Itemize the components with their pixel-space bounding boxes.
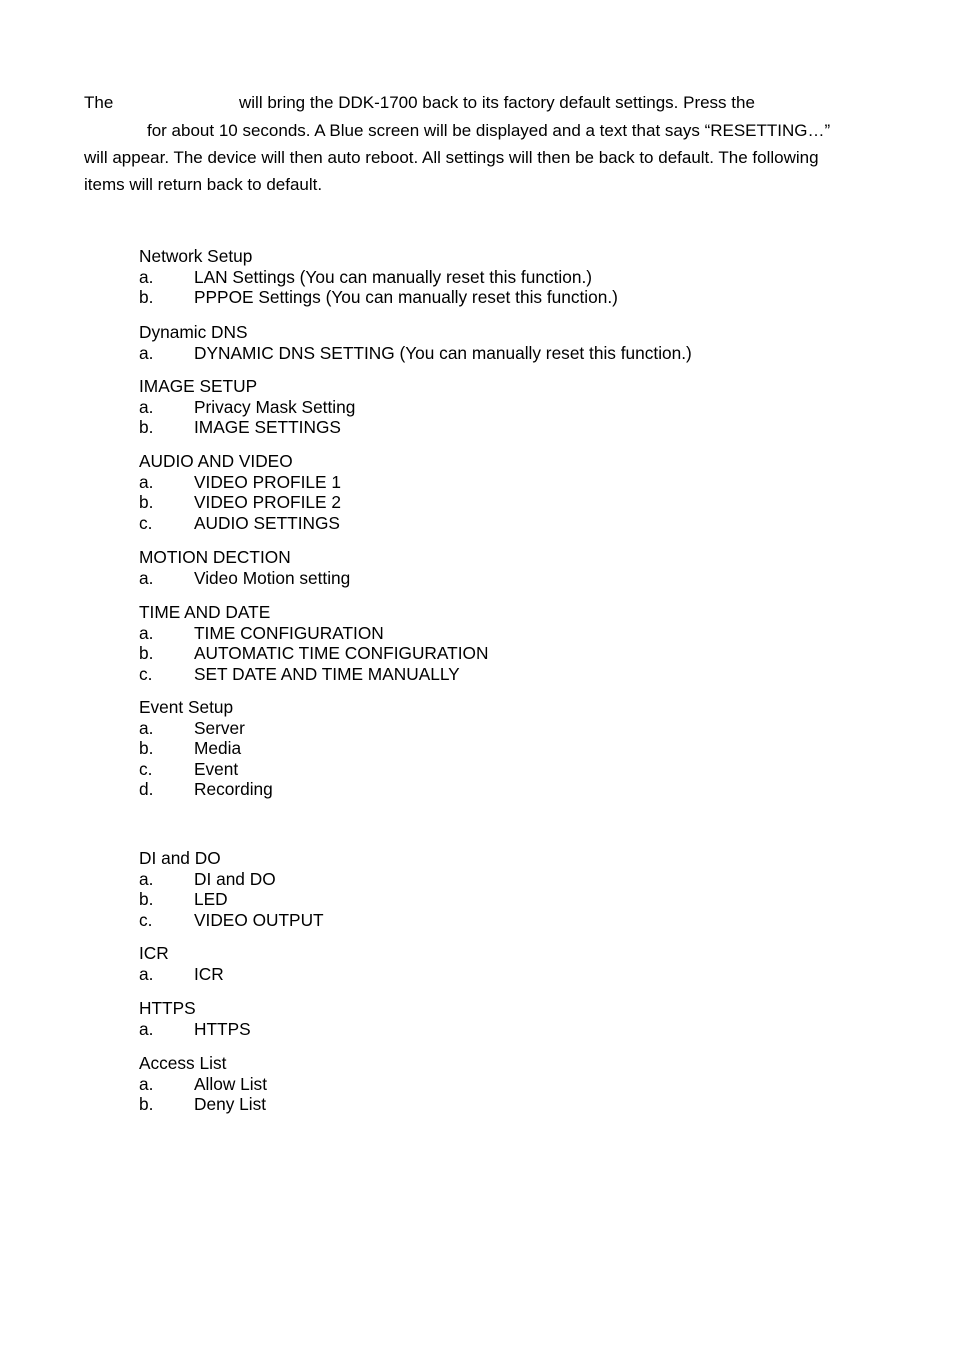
item-text: VIDEO PROFILE 2 — [194, 492, 341, 513]
list-item — [139, 1073, 267, 1095]
item-text: IMAGE SETTINGS — [194, 417, 341, 438]
item-text: Server — [194, 717, 245, 738]
item-text: ICR — [194, 963, 224, 984]
item-letter: c. — [139, 909, 153, 930]
section-motion-dection — [139, 547, 351, 588]
item-text: DI and DO — [194, 868, 276, 889]
item-letter: b. — [139, 643, 154, 664]
section-title: Access List — [139, 1053, 227, 1073]
list-item — [139, 1094, 267, 1115]
list-item — [139, 758, 239, 780]
item-letter: a. — [139, 622, 154, 643]
item-letter: a. — [139, 868, 154, 889]
item-letter: a. — [139, 1018, 154, 1039]
item-letter: a. — [139, 963, 154, 984]
item-text: Media — [194, 738, 242, 759]
item-letter: a. — [139, 471, 154, 492]
item-letter: a. — [139, 342, 154, 363]
section-time-and-date — [139, 602, 489, 684]
intro-line-3: will appear. The device will then auto reboot. All settings will then be back to default. The following — [84, 148, 819, 167]
intro-line-2: for about 10 seconds. A Blue screen will be displayed and a text that says “RESETTING…” — [147, 121, 831, 140]
list-item — [139, 779, 273, 800]
intro-line-1-end: will bring the DDK-1700 back to its factory default settings. Press the — [239, 93, 755, 112]
item-letter: b. — [139, 492, 154, 513]
section-image-setup — [139, 376, 356, 438]
section-title: TIME AND DATE — [139, 602, 271, 622]
list-item — [139, 567, 351, 589]
list-item — [139, 512, 340, 534]
list-item — [139, 717, 245, 739]
item-letter: c. — [139, 663, 153, 684]
item-text: LED — [194, 889, 228, 910]
section-dynamic-dns — [139, 322, 692, 363]
section-title: ICR — [139, 943, 169, 963]
section-title: Event Setup — [139, 697, 234, 717]
item-text: DYNAMIC DNS SETTING (You can manually reset this function.) — [194, 342, 692, 363]
item-letter: a. — [139, 396, 154, 417]
item-text: Video Motion setting — [194, 567, 351, 588]
section-access-list — [139, 1053, 267, 1115]
item-text: TIME CONFIGURATION — [194, 622, 384, 643]
item-letter: b. — [139, 287, 154, 308]
section-title: DI and DO — [139, 848, 221, 868]
section-event-setup — [139, 697, 273, 800]
item-letter: a. — [139, 1073, 154, 1094]
list-item — [139, 287, 618, 308]
list-item — [139, 963, 224, 985]
list-item — [139, 868, 276, 890]
section-audio-and-video — [139, 451, 341, 533]
item-text: AUDIO SETTINGS — [194, 512, 340, 533]
list-item — [139, 889, 228, 910]
item-text: Allow List — [194, 1073, 267, 1094]
item-text: PPPOE Settings (You can manually reset this function.) — [194, 287, 618, 308]
intro-line-4: items will return back to default. — [84, 175, 323, 194]
item-letter: b. — [139, 889, 154, 910]
list-item — [139, 471, 341, 493]
item-text: Recording — [194, 779, 273, 800]
list-item — [139, 417, 341, 438]
section-https — [139, 998, 251, 1039]
list-item — [139, 342, 692, 364]
intro-line-1-start: The — [84, 93, 114, 112]
section-network-setup — [139, 246, 618, 308]
section-title: HTTPS — [139, 998, 196, 1018]
item-letter: b. — [139, 417, 154, 438]
item-text: Event — [194, 758, 239, 779]
section-title: IMAGE SETUP — [139, 376, 258, 396]
item-letter: d. — [139, 779, 154, 800]
list-item — [139, 396, 356, 418]
section-icr — [139, 943, 224, 984]
list-item — [139, 909, 324, 931]
item-letter: b. — [139, 1094, 154, 1115]
item-letter: a. — [139, 717, 154, 738]
item-text: AUTOMATIC TIME CONFIGURATION — [194, 643, 489, 664]
section-title: Network Setup — [139, 246, 253, 266]
item-letter: c. — [139, 758, 153, 779]
item-text: SET DATE AND TIME MANUALLY — [194, 663, 460, 684]
list-item — [139, 663, 460, 685]
item-text: Privacy Mask Setting — [194, 396, 356, 417]
list-item — [139, 492, 341, 513]
item-text: HTTPS — [194, 1018, 251, 1039]
list-item — [139, 643, 489, 664]
section-title: MOTION DECTION — [139, 547, 291, 567]
item-text: Deny List — [194, 1094, 267, 1115]
item-letter: b. — [139, 738, 154, 759]
list-item — [139, 738, 242, 759]
item-letter: a. — [139, 266, 154, 287]
list-item — [139, 266, 592, 288]
list-item — [139, 622, 384, 644]
item-text: VIDEO OUTPUT — [194, 909, 324, 930]
item-text: VIDEO PROFILE 1 — [194, 471, 341, 492]
section-title: AUDIO AND VIDEO — [139, 451, 293, 471]
item-letter: a. — [139, 567, 154, 588]
item-letter: c. — [139, 512, 153, 533]
section-di-and-do — [139, 848, 324, 930]
item-text: LAN Settings (You can manually reset this function.) — [194, 266, 592, 287]
list-item — [139, 1018, 251, 1040]
section-title: Dynamic DNS — [139, 322, 248, 342]
